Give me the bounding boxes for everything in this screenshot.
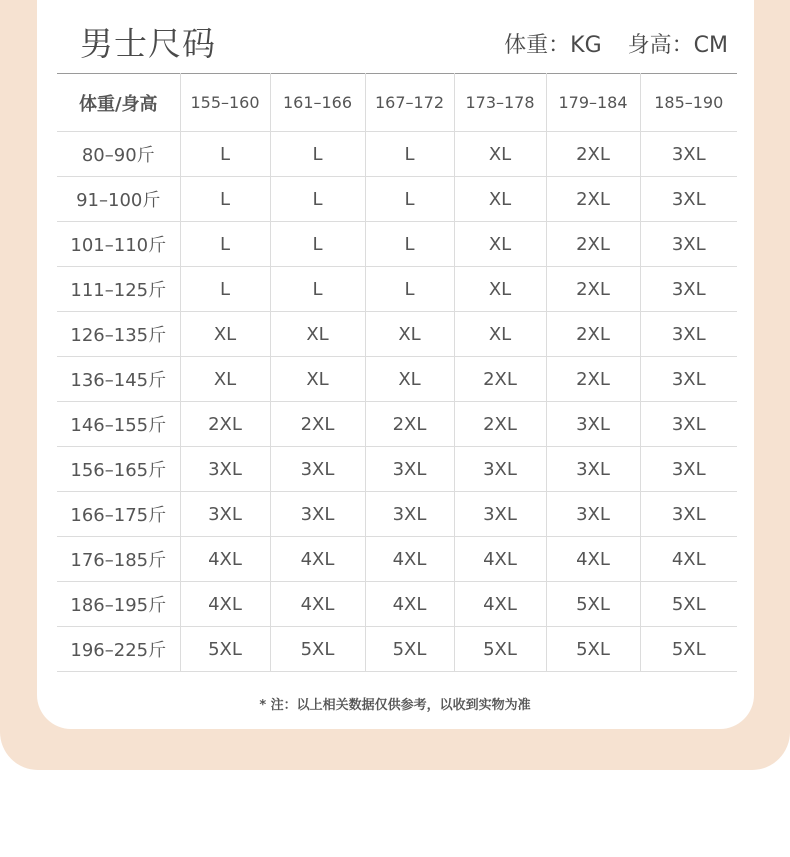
size-cell: 3XL [270, 447, 365, 492]
table-row [57, 627, 737, 672]
size-cell: L [270, 222, 365, 267]
size-cell: 2XL [454, 402, 546, 447]
size-cell: 2XL [546, 132, 640, 177]
size-cell: 4XL [365, 582, 454, 627]
weight-unit-label: 体重：KG [504, 33, 602, 58]
size-cell: 4XL [546, 537, 640, 582]
corner-header: 体重/身高 [57, 74, 180, 132]
table-row [57, 447, 737, 492]
size-cell: XL [180, 312, 270, 357]
size-cell: XL [270, 357, 365, 402]
size-cell: 2XL [270, 402, 365, 447]
size-cell: 3XL [640, 357, 737, 402]
size-cell: 5XL [546, 582, 640, 627]
size-cell: 4XL [270, 582, 365, 627]
table-row [57, 312, 737, 357]
size-cell: XL [454, 312, 546, 357]
table-header-row [57, 74, 737, 132]
weight-range-cell: 156–165斤 [57, 447, 180, 492]
size-cell: 4XL [454, 582, 546, 627]
height-column-header: 161–166 [270, 74, 365, 132]
size-cell: 4XL [180, 537, 270, 582]
weight-range-cell: 166–175斤 [57, 492, 180, 537]
size-cell: 3XL [640, 447, 737, 492]
weight-range-cell: 126–135斤 [57, 312, 180, 357]
size-cell: 2XL [454, 357, 546, 402]
size-cell: L [180, 177, 270, 222]
table-row [57, 222, 737, 267]
weight-range-cell: 80–90斤 [57, 132, 180, 177]
size-cell: 3XL [270, 492, 365, 537]
size-cell: 5XL [270, 627, 365, 672]
size-cell: XL [454, 267, 546, 312]
table-row [57, 177, 737, 222]
height-column-header: 167–172 [365, 74, 454, 132]
size-cell: 5XL [640, 582, 737, 627]
size-cell: 3XL [640, 132, 737, 177]
height-column-header: 185–190 [640, 74, 737, 132]
size-cell: 2XL [180, 402, 270, 447]
size-cell: 2XL [546, 312, 640, 357]
size-cell: XL [454, 177, 546, 222]
weight-range-cell: 111–125斤 [57, 267, 180, 312]
size-cell: L [270, 267, 365, 312]
size-cell: 4XL [180, 582, 270, 627]
size-cell: L [365, 267, 454, 312]
size-cell: 3XL [546, 492, 640, 537]
size-cell: L [270, 177, 365, 222]
size-cell: 3XL [640, 222, 737, 267]
size-cell: XL [365, 312, 454, 357]
size-cell: L [365, 222, 454, 267]
size-cell: 5XL [454, 627, 546, 672]
height-column-header: 179–184 [546, 74, 640, 132]
table-row [57, 537, 737, 582]
size-cell: 4XL [640, 537, 737, 582]
size-cell: L [180, 222, 270, 267]
size-cell: 3XL [546, 402, 640, 447]
size-cell: 5XL [546, 627, 640, 672]
size-cell: 3XL [180, 447, 270, 492]
weight-range-cell: 136–145斤 [57, 357, 180, 402]
size-cell: XL [454, 132, 546, 177]
size-cell: L [365, 132, 454, 177]
table-row [57, 267, 737, 312]
size-cell: 3XL [180, 492, 270, 537]
table-body [57, 132, 737, 672]
weight-range-cell: 101–110斤 [57, 222, 180, 267]
size-cell: 5XL [180, 627, 270, 672]
size-cell: 3XL [640, 492, 737, 537]
size-cell: L [270, 132, 365, 177]
size-cell: 3XL [365, 447, 454, 492]
weight-range-cell: 91–100斤 [57, 177, 180, 222]
size-table [57, 73, 737, 672]
table-row [57, 492, 737, 537]
size-cell: 2XL [546, 267, 640, 312]
height-column-header: 173–178 [454, 74, 546, 132]
size-cell: 5XL [640, 627, 737, 672]
size-cell: L [365, 177, 454, 222]
height-unit-label: 身高：CM [627, 33, 728, 58]
weight-range-cell: 196–225斤 [57, 627, 180, 672]
size-cell: 3XL [640, 402, 737, 447]
size-cell: 2XL [546, 177, 640, 222]
table-row [57, 582, 737, 627]
weight-range-cell: 176–185斤 [57, 537, 180, 582]
height-column-header: 155–160 [180, 74, 270, 132]
size-cell: 3XL [640, 267, 737, 312]
size-cell: 3XL [640, 312, 737, 357]
size-cell: 3XL [365, 492, 454, 537]
size-cell: XL [365, 357, 454, 402]
weight-range-cell: 186–195斤 [57, 582, 180, 627]
footnote: * 注：以上相关数据仅供参考，以收到实物为准 [259, 698, 531, 713]
size-cell: 2XL [365, 402, 454, 447]
table-row [57, 402, 737, 447]
size-cell: 5XL [365, 627, 454, 672]
page-title: 男士尺码 [80, 24, 216, 63]
size-cell: 2XL [546, 222, 640, 267]
unit-legend [500, 28, 728, 59]
size-cell: 4XL [270, 537, 365, 582]
size-cell: 2XL [546, 357, 640, 402]
size-cell: XL [270, 312, 365, 357]
size-cell: 3XL [640, 177, 737, 222]
size-cell: XL [454, 222, 546, 267]
table-row [57, 357, 737, 402]
size-cell: L [180, 267, 270, 312]
size-cell: 3XL [454, 447, 546, 492]
table-row [57, 132, 737, 177]
size-cell: 4XL [365, 537, 454, 582]
size-cell: 3XL [454, 492, 546, 537]
size-cell: L [180, 132, 270, 177]
weight-range-cell: 146–155斤 [57, 402, 180, 447]
size-cell: 3XL [546, 447, 640, 492]
size-cell: 4XL [454, 537, 546, 582]
size-cell: XL [180, 357, 270, 402]
